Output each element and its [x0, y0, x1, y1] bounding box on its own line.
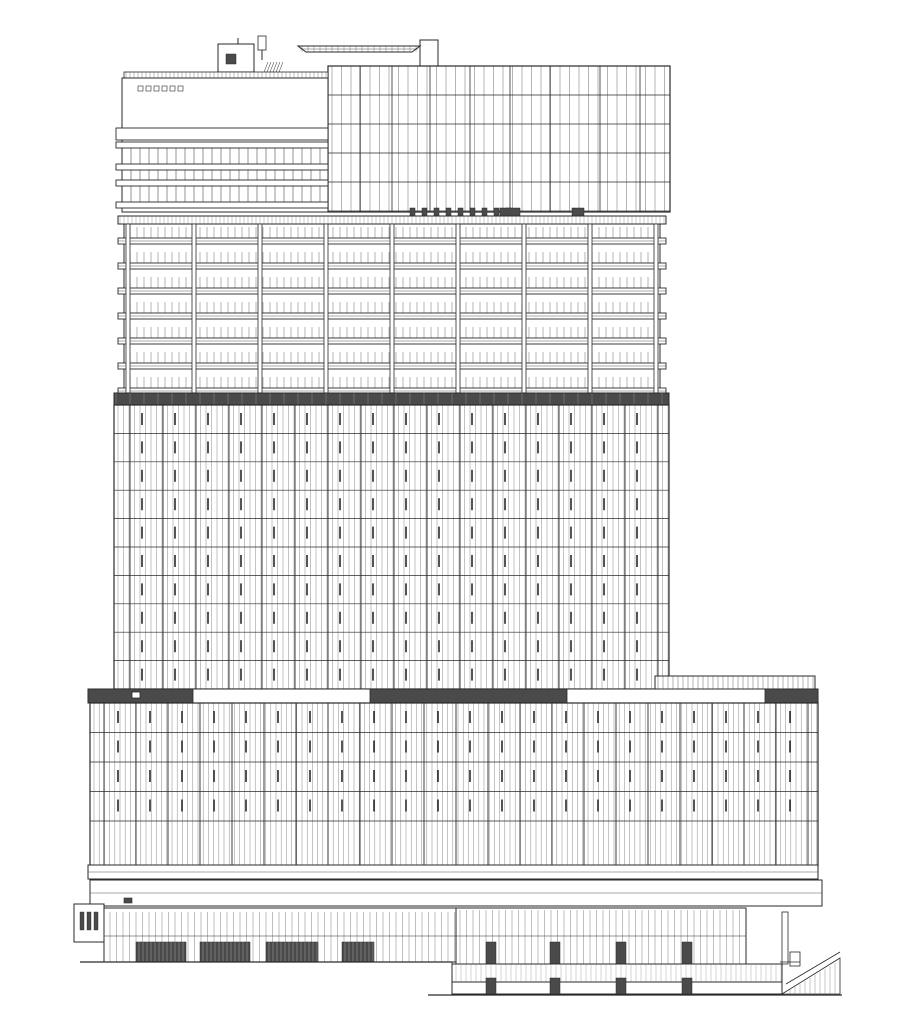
- basement-pillar: [550, 978, 560, 994]
- upper-left-band: [116, 202, 328, 208]
- balcony-column: [588, 224, 592, 401]
- podium-cornice-dark: [370, 689, 567, 703]
- ground-pillar: [616, 942, 626, 964]
- ground-door: [266, 942, 318, 962]
- podium-cornice-dark: [88, 689, 193, 703]
- upper-left-band: [116, 164, 328, 170]
- podium: [88, 676, 822, 906]
- kiosk-window: [87, 912, 91, 930]
- small-window: [146, 86, 151, 91]
- balcony-column: [192, 224, 196, 401]
- podium-outline: [90, 703, 818, 866]
- ground-door: [136, 942, 186, 962]
- basement-pillar: [486, 978, 496, 994]
- balcony-column: [324, 224, 328, 401]
- ground-door: [342, 942, 374, 962]
- balcony-column: [522, 224, 526, 401]
- small-window: [178, 86, 183, 91]
- balcony-column: [126, 224, 130, 401]
- upper-left-band: [116, 128, 328, 140]
- roof-mast-head: [258, 36, 266, 50]
- right-column: [782, 912, 788, 964]
- ground-pillar: [682, 942, 692, 964]
- small-window: [170, 86, 175, 91]
- balcony-tier: [118, 216, 666, 401]
- balcony-column: [456, 224, 460, 401]
- mid-tower: [114, 393, 669, 689]
- small-window: [154, 86, 159, 91]
- kiosk-window: [80, 912, 84, 930]
- ground-level: [74, 904, 842, 995]
- podium-sign-mark: [132, 692, 140, 698]
- balcony-column: [654, 224, 658, 401]
- right-door: [790, 952, 800, 966]
- ground-pillar: [550, 942, 560, 964]
- podium-roof-rail: [655, 676, 815, 690]
- ground-door: [200, 942, 250, 962]
- upper-glass-tower: [328, 66, 670, 212]
- upper-left-band: [116, 142, 328, 148]
- mid-tower-cornice: [114, 393, 669, 405]
- small-window: [138, 86, 143, 91]
- transfer-band-mark: [124, 898, 132, 903]
- podium-cornice-dark: [765, 689, 818, 703]
- roof-vent-box: [226, 54, 236, 64]
- roof-core-box: [420, 40, 438, 66]
- upper-left-band: [116, 180, 328, 186]
- kiosk-window: [94, 912, 98, 930]
- basement-pillar: [682, 978, 692, 994]
- basement-pillar: [616, 978, 626, 994]
- small-window: [162, 86, 167, 91]
- balcony-column: [258, 224, 262, 401]
- glass-tower-outline: [328, 66, 670, 212]
- ground-pillar: [486, 942, 496, 964]
- balcony-column: [390, 224, 394, 401]
